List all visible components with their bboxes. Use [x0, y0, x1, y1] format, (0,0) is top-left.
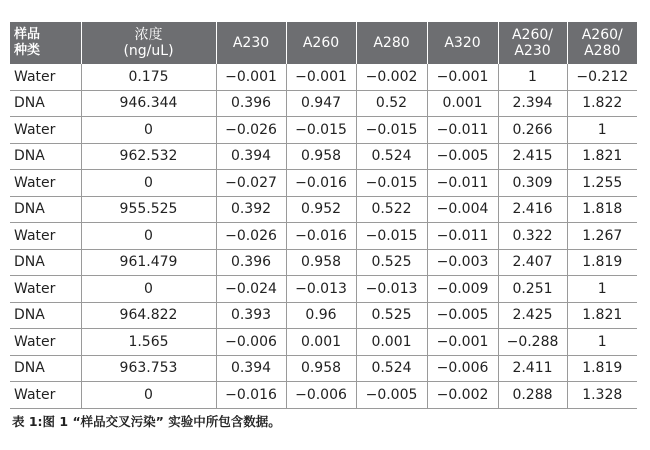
table-row [10, 90, 637, 117]
header-label: A280 [584, 43, 621, 59]
table-cell-a260-a280: 1.822 [567, 90, 637, 117]
header-cell-a320 [427, 22, 498, 64]
table-cell-concentration: 955.525 [81, 196, 216, 223]
table-cell-a260: −0.006 [286, 382, 356, 409]
table-cell-a260: 0.96 [286, 302, 356, 329]
table-cell-a260-a230: 0.322 [498, 223, 567, 250]
table-cell-a230: 0.396 [216, 90, 286, 117]
table-cell-concentration: 962.532 [81, 143, 216, 170]
table-cell-a260-a230: 2.407 [498, 249, 567, 276]
header-label: A260/ [511, 27, 553, 43]
table-row [10, 64, 637, 90]
table-cell-sample-type: Water [10, 329, 81, 356]
table-cell-a320: −0.002 [427, 382, 498, 409]
data-table-container [10, 22, 637, 409]
table-cell-a260: 0.952 [286, 196, 356, 223]
header-label: A280 [373, 35, 410, 51]
table-cell-a260-a230: 0.251 [498, 276, 567, 303]
table-cell-a260-a230: 0.309 [498, 170, 567, 197]
table-cell-a230: 0.396 [216, 249, 286, 276]
table-cell-a230: −0.006 [216, 329, 286, 356]
table-cell-a280: 0.52 [356, 90, 427, 117]
table-body [10, 64, 637, 408]
header-cell-a260 [286, 22, 356, 64]
header-cell-a280 [356, 22, 427, 64]
header-cell-a260-a280 [567, 22, 637, 64]
header-label: 样品 [14, 27, 41, 42]
header-label: A320 [444, 35, 481, 51]
header-label: 种类 [14, 43, 41, 58]
table-cell-sample-type: DNA [10, 143, 81, 170]
table-cell-a320: −0.001 [427, 64, 498, 90]
table-cell-sample-type: DNA [10, 249, 81, 276]
header-label: (ng/uL) [123, 43, 174, 59]
table-cell-a260: −0.001 [286, 64, 356, 90]
table-cell-sample-type: DNA [10, 355, 81, 382]
table-row [10, 170, 637, 197]
table-cell-a280: −0.015 [356, 223, 427, 250]
table-cell-a230: −0.027 [216, 170, 286, 197]
table-cell-a320: −0.011 [427, 117, 498, 144]
table-row [10, 302, 637, 329]
table-cell-a230: −0.026 [216, 223, 286, 250]
table-cell-a230: 0.394 [216, 143, 286, 170]
header-label: A260/ [581, 27, 623, 43]
header-row [10, 22, 637, 64]
table-row [10, 329, 637, 356]
table-cell-concentration: 963.753 [81, 355, 216, 382]
table-cell-a260: 0.947 [286, 90, 356, 117]
table-cell-a320: −0.004 [427, 196, 498, 223]
table-cell-sample-type: Water [10, 170, 81, 197]
table-cell-a320: −0.006 [427, 355, 498, 382]
table-cell-a280: 0.525 [356, 249, 427, 276]
table-cell-sample-type: Water [10, 382, 81, 409]
table-cell-a260-a230: 0.266 [498, 117, 567, 144]
table-cell-sample-type: Water [10, 64, 81, 90]
table-cell-a260: −0.015 [286, 117, 356, 144]
table-cell-a280: −0.005 [356, 382, 427, 409]
table-row [10, 117, 637, 144]
table-cell-concentration: 0 [81, 223, 216, 250]
table-row [10, 249, 637, 276]
table-cell-a260-a230: 2.425 [498, 302, 567, 329]
table-cell-a280: −0.002 [356, 64, 427, 90]
table-cell-concentration: 0 [81, 276, 216, 303]
table-cell-a260-a280: 1.267 [567, 223, 637, 250]
table-cell-sample-type: DNA [10, 302, 81, 329]
table-row [10, 223, 637, 250]
table-cell-concentration: 1.565 [81, 329, 216, 356]
table-cell-a230: 0.392 [216, 196, 286, 223]
table-cell-a280: −0.015 [356, 117, 427, 144]
table-cell-a230: 0.393 [216, 302, 286, 329]
table-cell-a320: −0.001 [427, 329, 498, 356]
table-cell-concentration: 0 [81, 117, 216, 144]
table-cell-a260: 0.001 [286, 329, 356, 356]
table-cell-sample-type: Water [10, 223, 81, 250]
table-row [10, 196, 637, 223]
table-cell-a280: 0.525 [356, 302, 427, 329]
table-cell-a260-a280: 1.821 [567, 143, 637, 170]
table-cell-a260-a280: −0.212 [567, 64, 637, 90]
table-cell-a260-a230: 2.416 [498, 196, 567, 223]
header-cell-concentration [81, 22, 216, 64]
table-cell-a230: −0.001 [216, 64, 286, 90]
header-label: A260 [302, 35, 340, 51]
table-cell-concentration: 0 [81, 382, 216, 409]
table-cell-a260-a280: 1.819 [567, 355, 637, 382]
table-cell-concentration: 0.175 [81, 64, 216, 90]
table-cell-a260: −0.016 [286, 170, 356, 197]
table-cell-sample-type: DNA [10, 196, 81, 223]
table-cell-a260: 0.958 [286, 355, 356, 382]
table-cell-a320: −0.003 [427, 249, 498, 276]
table-cell-a320: −0.005 [427, 143, 498, 170]
table-cell-a230: −0.024 [216, 276, 286, 303]
table-row [10, 276, 637, 303]
table-cell-a230: −0.016 [216, 382, 286, 409]
table-cell-a260-a280: 1 [567, 329, 637, 356]
table-cell-a280: −0.015 [356, 170, 427, 197]
table-header [10, 22, 637, 64]
table-cell-concentration: 946.344 [81, 90, 216, 117]
table-cell-a280: 0.524 [356, 355, 427, 382]
table-cell-a260-a280: 1 [567, 117, 637, 144]
table-cell-sample-type: Water [10, 117, 81, 144]
table-cell-concentration: 0 [81, 170, 216, 197]
table-cell-a260: −0.016 [286, 223, 356, 250]
header-label: 浓度 [134, 27, 163, 43]
table-cell-a260-a230: 2.415 [498, 143, 567, 170]
table-cell-a320: −0.005 [427, 302, 498, 329]
table-cell-a260-a230: 2.411 [498, 355, 567, 382]
table-cell-a230: 0.394 [216, 355, 286, 382]
table-cell-a280: 0.524 [356, 143, 427, 170]
table-caption: 表 1:图 1 “样品交叉污染” 实验中所包含数据。 [12, 414, 281, 429]
table-cell-a260: −0.013 [286, 276, 356, 303]
header-label: A230 [514, 43, 551, 59]
table-cell-a260-a280: 1.821 [567, 302, 637, 329]
table-cell-a260-a280: 1.819 [567, 249, 637, 276]
table-cell-a260: 0.958 [286, 249, 356, 276]
table-cell-sample-type: Water [10, 276, 81, 303]
table-cell-a260-a280: 1.328 [567, 382, 637, 409]
table-cell-a320: −0.011 [427, 170, 498, 197]
table-cell-a260-a230: 0.288 [498, 382, 567, 409]
table-cell-a320: −0.009 [427, 276, 498, 303]
table-cell-a260-a280: 1.818 [567, 196, 637, 223]
header-cell-a260-a230 [498, 22, 567, 64]
data-table [10, 22, 637, 409]
table-row [10, 143, 637, 170]
table-cell-a280: 0.522 [356, 196, 427, 223]
table-cell-a280: 0.001 [356, 329, 427, 356]
table-cell-a260-a230: −0.288 [498, 329, 567, 356]
table-cell-a320: 0.001 [427, 90, 498, 117]
table-cell-sample-type: DNA [10, 90, 81, 117]
table-cell-a260-a230: 1 [498, 64, 567, 90]
table-cell-concentration: 961.479 [81, 249, 216, 276]
table-row [10, 355, 637, 382]
table-cell-a320: −0.011 [427, 223, 498, 250]
table-row [10, 382, 637, 409]
table-cell-a260-a230: 2.394 [498, 90, 567, 117]
table-cell-concentration: 964.822 [81, 302, 216, 329]
table-cell-a260-a280: 1 [567, 276, 637, 303]
table-cell-a260-a280: 1.255 [567, 170, 637, 197]
header-label: A230 [232, 35, 270, 51]
header-cell-sample-type [10, 22, 81, 64]
table-cell-a280: −0.013 [356, 276, 427, 303]
table-cell-a260: 0.958 [286, 143, 356, 170]
table-cell-a230: −0.026 [216, 117, 286, 144]
header-cell-a230 [216, 22, 286, 64]
